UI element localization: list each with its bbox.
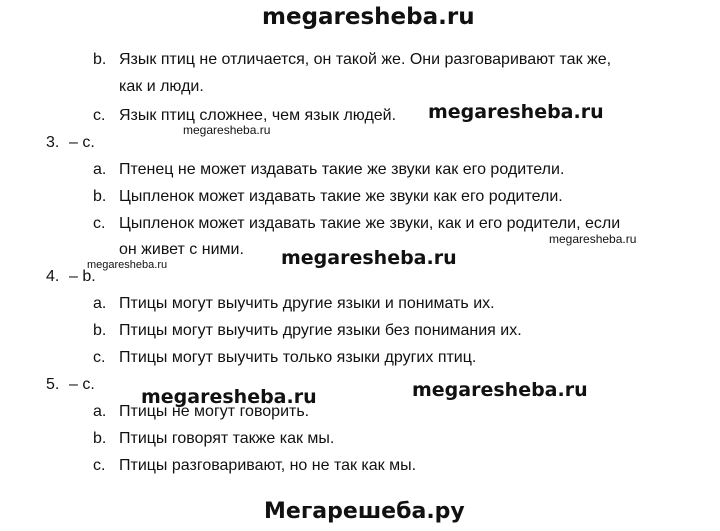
q2-option-b-text-line2: как и люди.	[119, 78, 204, 95]
q5-option-c-text: Птицы разговаривают, но не так как мы.	[119, 457, 417, 474]
q4-answer: – b.	[69, 268, 96, 285]
q5-option-c-letter: c.	[93, 457, 106, 474]
watermark: megaresheba.ru	[141, 386, 317, 408]
q3-option-a-letter: a.	[93, 161, 107, 178]
q3-option-c-letter: c.	[93, 215, 106, 232]
q2-option-b-letter: b.	[93, 51, 107, 68]
watermark: megaresheba.ru	[183, 123, 271, 137]
q3-answer: – c.	[69, 134, 95, 151]
q4-option-b-letter: b.	[93, 322, 107, 339]
q3-option-c-text-line2: он живет с ними.	[119, 241, 244, 258]
q4-option-a-letter: a.	[93, 295, 107, 312]
q5-option-a-letter: a.	[93, 403, 107, 420]
q2-option-c-letter: c.	[93, 107, 106, 124]
watermark: megaresheba.ru	[412, 379, 588, 401]
watermark: megaresheba.ru	[549, 232, 637, 246]
q3-option-c-text-line1: Цыпленок может издавать такие же звуки, как и его родители, если	[119, 215, 621, 232]
q3-option-b-text: Цыпленок может издавать такие же звуки как его родители.	[119, 188, 563, 205]
footer-watermark: Мегарешеба.ру	[264, 499, 465, 524]
q5-option-b-text: Птицы говорят также как мы.	[119, 430, 335, 447]
q4-option-c-letter: c.	[93, 349, 106, 366]
q5-option-b-letter: b.	[93, 430, 107, 447]
q4-option-a-text: Птицы могут выучить другие языки и понимать их.	[119, 295, 495, 312]
watermark: megaresheba.ru	[87, 259, 168, 271]
q3-option-b-letter: b.	[93, 188, 107, 205]
q4-number: 4.	[46, 268, 60, 285]
q4-option-b-text: Птицы могут выучить другие языки без понимания их.	[119, 322, 522, 339]
q5-answer: – c.	[69, 376, 95, 393]
q4-option-c-text: Птицы могут выучить только языки других птиц.	[119, 349, 477, 366]
header-watermark: megaresheba.ru	[262, 4, 475, 30]
q2-option-c-text: Язык птиц сложнее, чем язык людей.	[119, 107, 397, 124]
watermark: megaresheba.ru	[428, 101, 604, 123]
q3-number: 3.	[46, 134, 60, 151]
watermark: megaresheba.ru	[281, 247, 457, 269]
q5-number: 5.	[46, 376, 60, 393]
q3-option-a-text: Птенец не может издавать такие же звуки как его родители.	[119, 161, 565, 178]
q2-option-b-text-line1: Язык птиц не отличается, он такой же. Они разговаривают так же,	[119, 51, 612, 68]
q5-option-a-text: Птицы не могут говорить.	[119, 403, 310, 420]
